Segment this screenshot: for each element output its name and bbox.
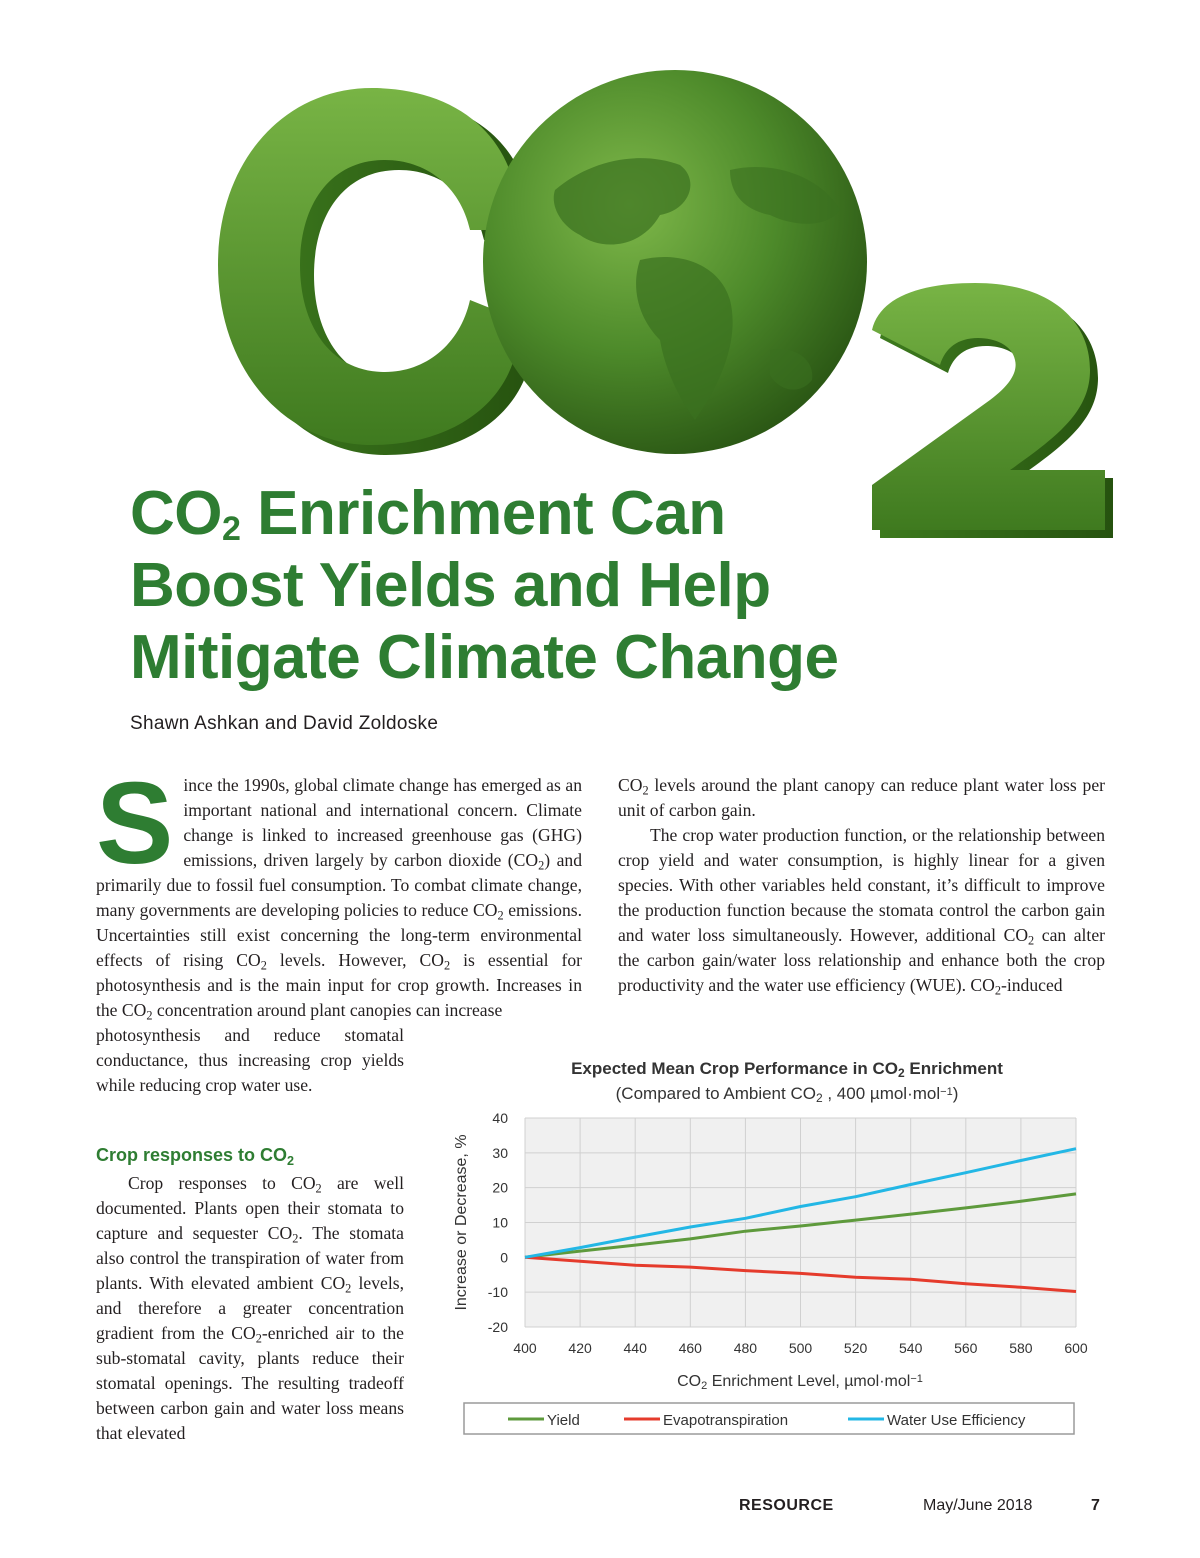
title-line-2: Boost Yields and Help <box>130 551 771 620</box>
y-tick-label: 20 <box>492 1179 508 1196</box>
paragraph-1-continued: photosynthesis and reduce stomatal conductance, thus increasing crop yields while reducing crop water use. <box>96 1025 404 1095</box>
legend-label: Water Use Efficiency <box>887 1412 1026 1429</box>
footer-date: May/June 2018 <box>923 1497 1033 1514</box>
legend-label: Yield <box>547 1412 580 1429</box>
paragraph-3: $CO_2$ levels around the plant canopy can reduce plant water loss per unit of carbon gain. <box>618 775 1105 820</box>
right-column <box>618 773 1105 998</box>
intro-paragraph <box>96 758 583 1023</box>
x-tick-label: 440 <box>623 1340 647 1356</box>
title-line-1: $CO_2$ Enrichment Can <box>130 479 726 548</box>
article-title <box>130 478 839 694</box>
grass-globe <box>483 70 867 454</box>
y-tick-label: -10 <box>487 1284 508 1301</box>
title-line-3: Mitigate Climate Change <box>130 623 839 692</box>
x-tick-label: 460 <box>678 1340 702 1356</box>
paragraph-1: ince the 1990s, global climate change has emerged as an important national and international concern. Climate change is linked to increased greenhouse gas (GHG) emissions, driven largely by carbon dioxide $(CO_2)$ and primarily due to fossil fuel consumption. To combat climate change, many governments are developing policies to reduce $CO_2$ emissions. Uncertainties still exist concerning the long-term environmental effects of rising $CO_2$ levels. However, $CO_2$ is essential for photosynthesis and is the main input for crop growth. Increases in the $CO_2$ concentration around plant canopies can increase <box>96 775 583 1023</box>
y-axis-label: Increase or Decrease, % <box>453 1134 470 1311</box>
section-heading: Crop responses to $CO_2$ <box>96 1145 295 1168</box>
x-tick-label: 580 <box>1009 1340 1033 1356</box>
x-tick-label: 520 <box>843 1340 868 1356</box>
x-tick-label: 560 <box>954 1340 978 1356</box>
x-tick-label: 480 <box>733 1340 758 1356</box>
y-tick-label: 30 <box>492 1144 508 1161</box>
y-tick-label: 40 <box>492 1110 508 1126</box>
x-axis-label: CO2 Enrichment Level, µmol·mol−1 <box>677 1372 923 1392</box>
footer-magazine: RESOURCE <box>739 1497 834 1514</box>
hero-image <box>0 0 1200 560</box>
x-tick-label: 540 <box>899 1340 923 1356</box>
x-tick-label: 420 <box>568 1340 592 1356</box>
grass-numeral-two <box>872 283 1113 538</box>
x-tick-label: 600 <box>1064 1340 1088 1356</box>
crop-performance-chart <box>440 1050 1100 1450</box>
drop-cap: S <box>96 758 174 888</box>
paragraph-2: Crop responses to $CO_2$ are well documented. Plants open their stomata to capture and sequester $CO_2$. The stomata also control the transpiration of water from plants. With elevated ambient $CO_2$ levels, and therefore a greater concentration gradient from the $CO_2$-enriched air to the sub-stomatal cavity, plants reduce their stomatal openings. The resulting tradeoff between carbon gain and water loss means that elevated <box>96 1173 404 1443</box>
x-tick-label: 500 <box>788 1340 813 1356</box>
chart-title: Expected Mean Crop Performance in CO2 Enrichment <box>571 1059 1003 1080</box>
y-tick-label: 10 <box>492 1214 508 1231</box>
x-tick-label: 400 <box>513 1340 537 1356</box>
footer-page-number: 7 <box>1091 1497 1100 1514</box>
legend-label: Evapotranspiration <box>663 1412 789 1429</box>
y-tick-label: -20 <box>487 1319 508 1335</box>
article-authors: Shawn Ashkan and David Zoldoske <box>130 713 439 734</box>
y-tick-label: 0 <box>500 1249 508 1266</box>
paragraph-4: The crop water production function, or the relationship between crop yield and water consumption, is highly linear for a given species. With other variables held constant, it’s difficult to improve the production function because the stomata control the carbon gain and water loss simultaneously. However, additional $CO_2$ can alter the carbon gain/water loss relationship and enhance both the crop productivity and the water use efficiency (WUE). $CO_2$-induced <box>618 825 1105 998</box>
chart-subtitle: (Compared to Ambient CO2 , 400 µmol·mol−1) <box>615 1084 959 1105</box>
